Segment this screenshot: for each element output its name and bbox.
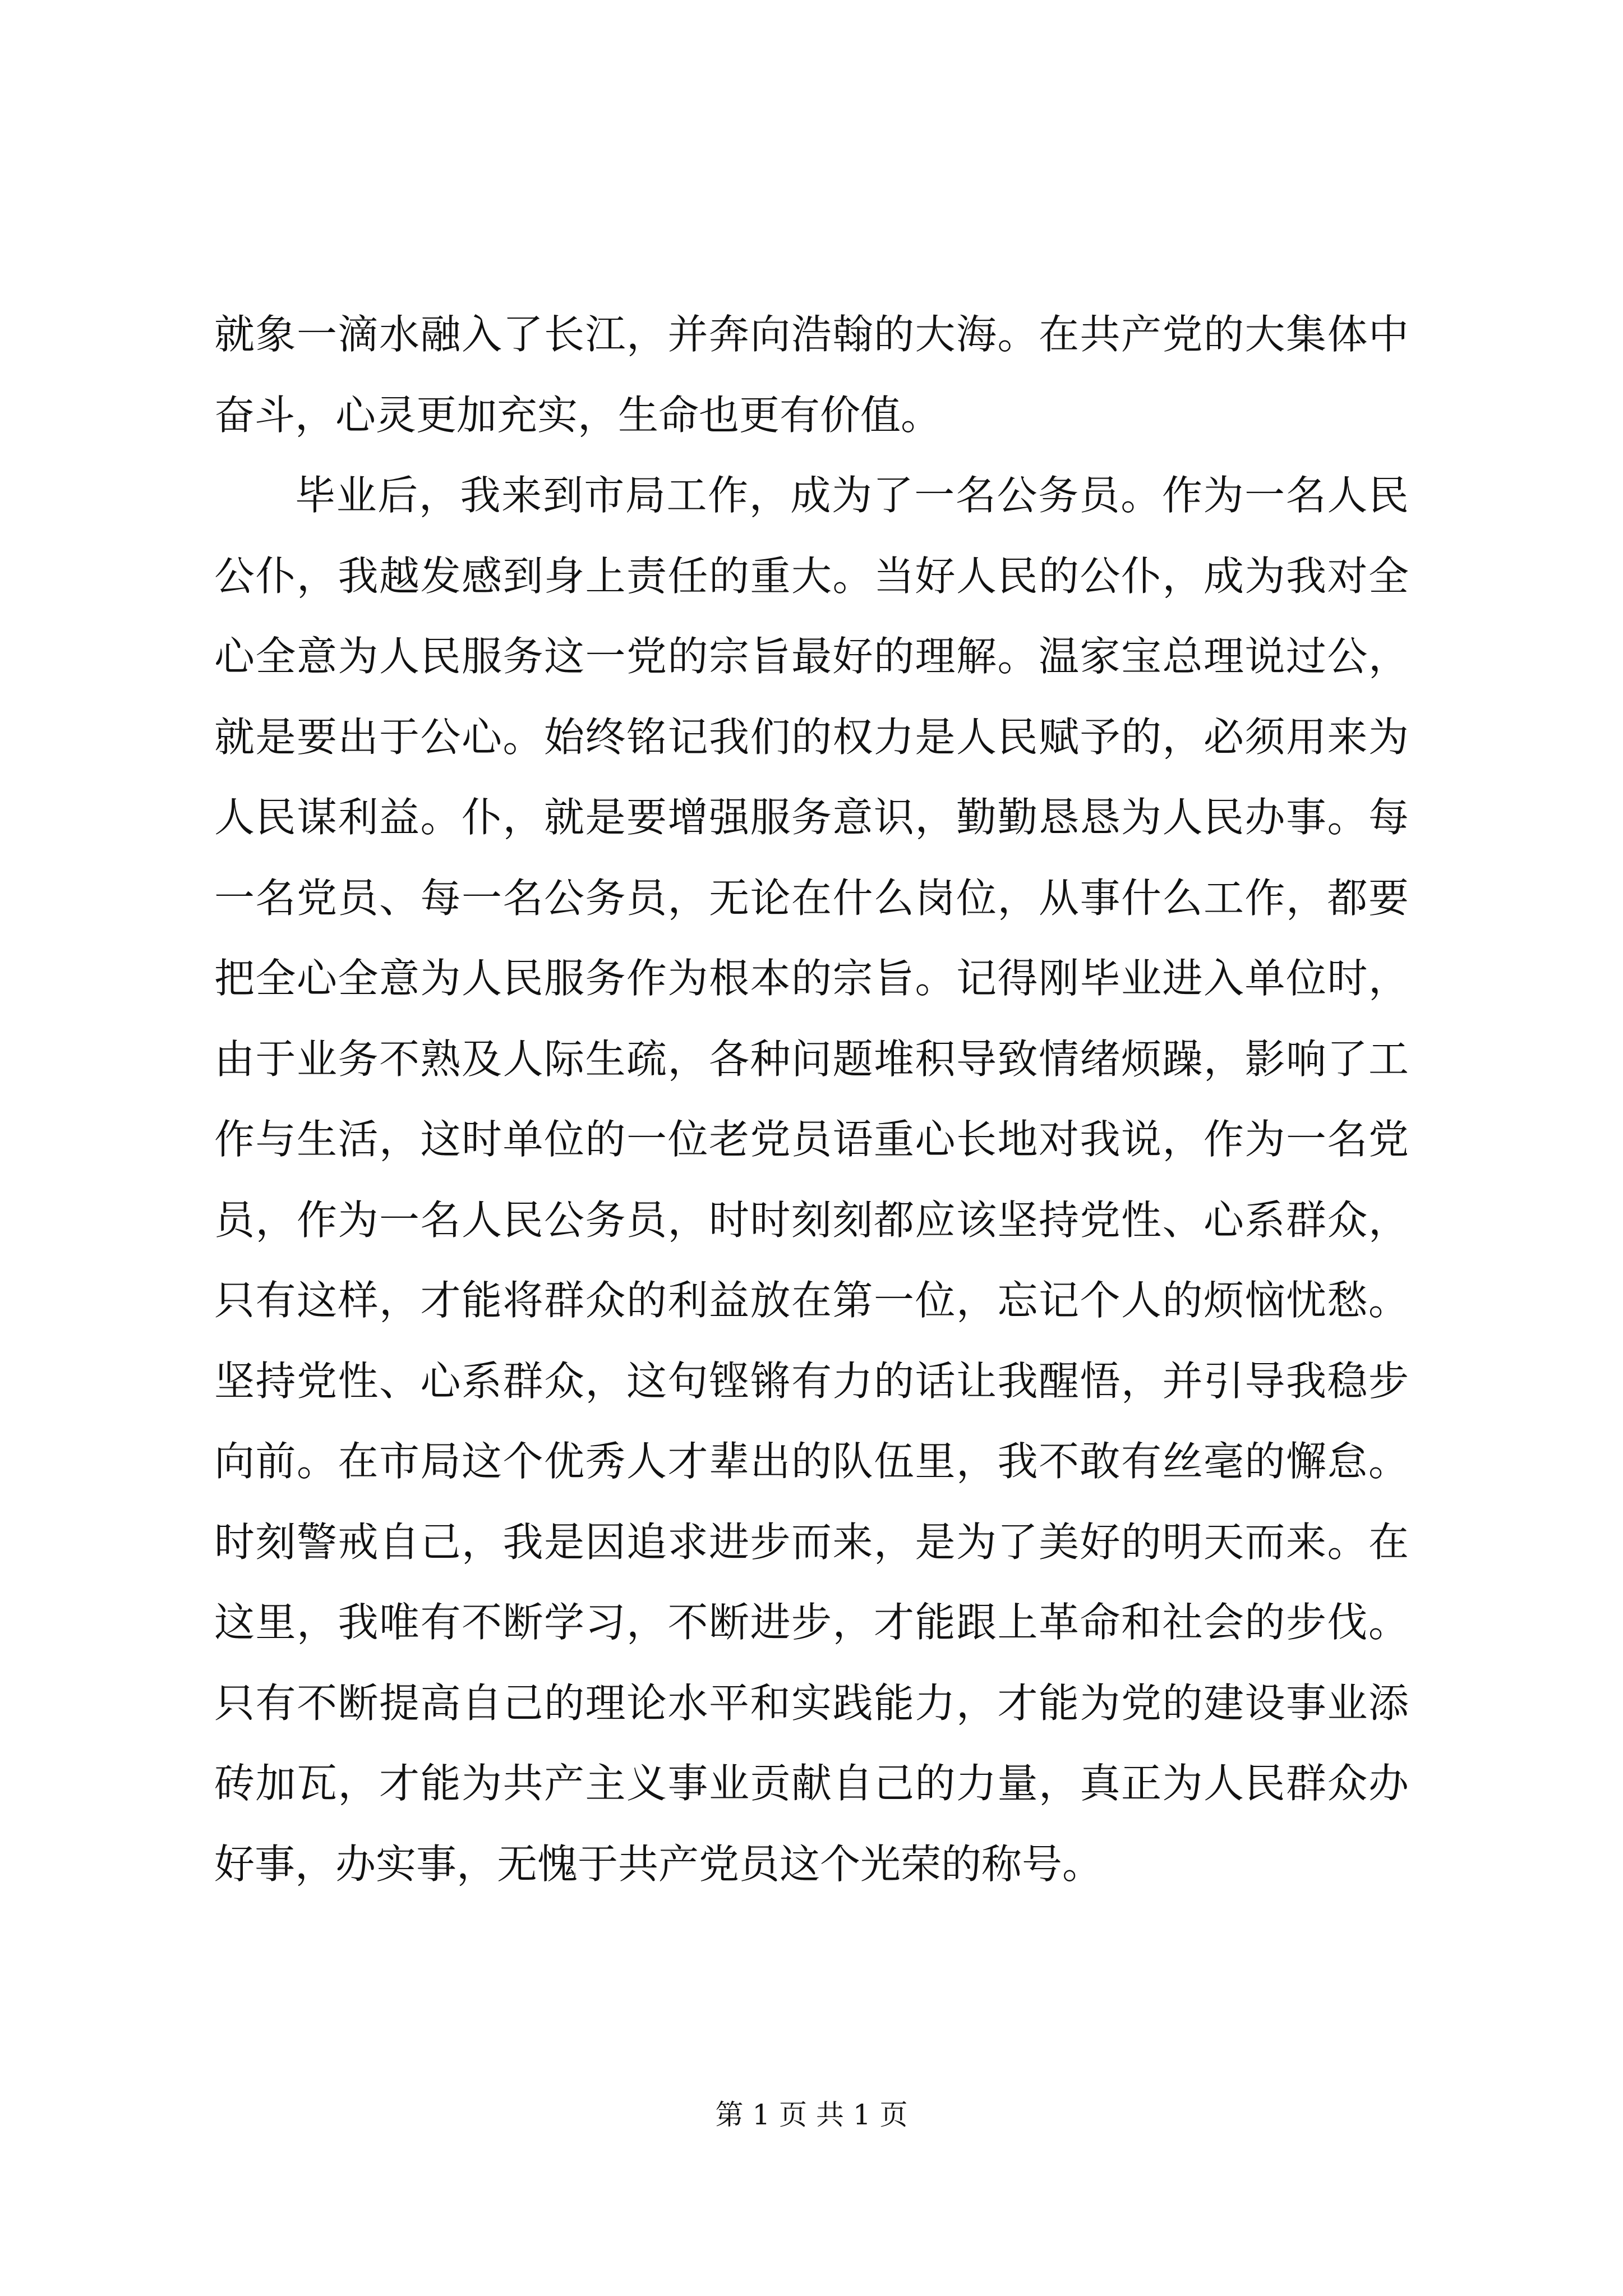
paragraph-2: 毕业后，我来到市局工作，成为了一名公务员。作为一名人民公仆，我越发感到身上责任的重大。当好人民的公仆，成为我对全心全意为人民服务这一党的宗旨最好的理解。温家宝总理说过公，就是要出于公心。始终铭记我们的权力是人民赋予的，必须用来为人民谋利益。仆，就是要增强服务意识，勤勤恳恳为人民办事。每一名党员、每一名公务员，无论在什么岗位，从事什么工作，都要把全心全意为人民服务作为根本的宗旨。记得刚毕业进入单位时，由于业务不熟及人际生疏，各种问题堆积导致情绪烦躁，影响了工作与生活，这时单位的一位老党员语重心长地对我说，作为一名党员，作为一名人民公务员，时时刻刻都应该坚持党性、心系群众，只有这样，才能将群众的利益放在第一位，忘记个人的烦恼忧愁。坚持党性、心系群众，这句铿锵有力的话让我醒悟，并引导我稳步向前。在市局这个优秀人才辈出的队伍里，我不敢有丝毫的懈怠。时刻警戒自己，我是因追求进步而来，是为了美好的明天而来。在这里，我唯有不断学习，不断进步，才能跟上革命和社会的步伐。只有不断提高自己的理论水平和实践能力，才能为党的建设事业添砖加瓦，才能为共产主义事业贡献自己的力量，真正为人民群众办好事，办实事，无愧于共产党员这个光荣的称号。 xyxy=(214,472,1409,1888)
paragraph-1: 就象一滴水融入了长江，并奔向浩翰的大海。在共产党的大集体中奋斗，心灵更加充实，生命也更有价值。 xyxy=(214,311,1409,439)
document-body xyxy=(214,295,1409,1904)
page-footer: 第 1 页 共 1 页 xyxy=(715,2099,908,2131)
